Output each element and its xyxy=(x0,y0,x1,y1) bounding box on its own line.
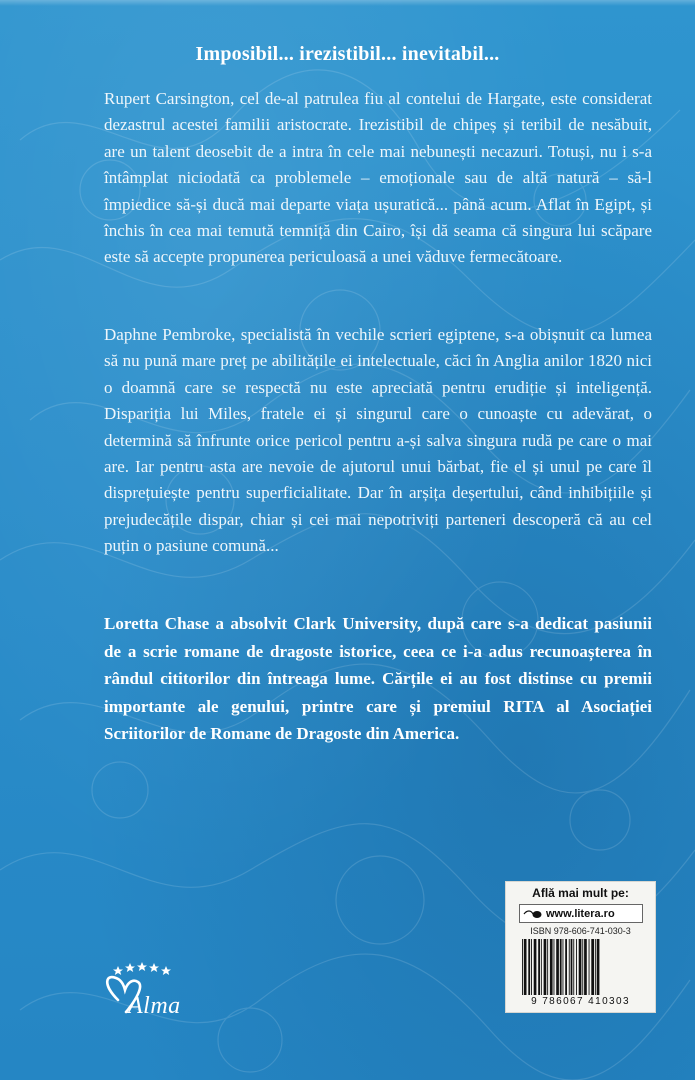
synopsis-paragraph-2: Daphne Pembroke, specialistă în vechile scrieri egiptene, s-a obișnuit ca lumea să nu pună mare preț pe abilitățile ei intelectuale, căci în Anglia anilor 1820 nici o doamnă care se respectă nu este apreciată pentru erudiție și inteligență. Dispariția lui Miles, fratele ei și singurul care o cunoaște cu adevărat, o determină să înfrunte orice pericol pentru a-și salva singura rudă pe care o mai are. Iar pentru asta are nevoie de ajutorul unui bărbat, fie el și unul pe care îl disprețuiește pentru superficialitate. Dar în arșița deșertului, când inhibițiile și prejudecățile dispar, chiar și cei mai nepotriviți parteneri descoperă că au cel puțin o pasiune comună... xyxy=(104,325,652,556)
barcode-digits: 9 786067 410303 xyxy=(531,996,630,1007)
isbn-number: ISBN 978-606-741-030-3 xyxy=(530,926,631,936)
author-bio: Loretta Chase a absolvit Clark University, după care s-a dedicat pasiunii de a scrie romane de dragoste istorice, ceea ce i-a adus recunoașterea în rândul cititorilor din întreaga lume. Cărțile ei au fost distinse cu premii importante ale genului, printre care și premiul RITA al Asociației Scriitorilor de Romane de Dragoste din America. xyxy=(104,614,652,743)
website-url[interactable]: www.litera.ro xyxy=(546,907,615,920)
cover-tagline: Imposibil... irezistibil... inevitabil... xyxy=(195,43,500,65)
cover-top-edge xyxy=(0,0,695,6)
info-box xyxy=(505,881,656,1013)
synopsis-paragraph-1: Rupert Carsington, cel de-al patrulea fiu al contelui de Hargate, este considerat dezastrul acestei familii aristocrate. Irezistibil de chipeș și teribil de nesăbuit, are un talent deosebit de a intra în cele mai nebunești necazuri. Totuși, nu i s-a întâmplat niciodată ca problemele – emoționale sau de altă natură – să-l împiedice să-și ducă mai departe viața ușuratică... până acum. Aflat în Egipt, și închis în cea mai temută temniță din Cairo, își dă seama că singura lui scăpare este să accepte propunerea periculoasă a unei văduve fermecătoare. xyxy=(104,89,652,267)
publisher-logo-text: Alma xyxy=(128,993,181,1019)
website-link[interactable] xyxy=(519,904,643,923)
mouse-icon xyxy=(520,905,546,922)
info-box-title: Află mai mult pe: xyxy=(532,886,629,900)
barcode-icon xyxy=(520,939,640,995)
